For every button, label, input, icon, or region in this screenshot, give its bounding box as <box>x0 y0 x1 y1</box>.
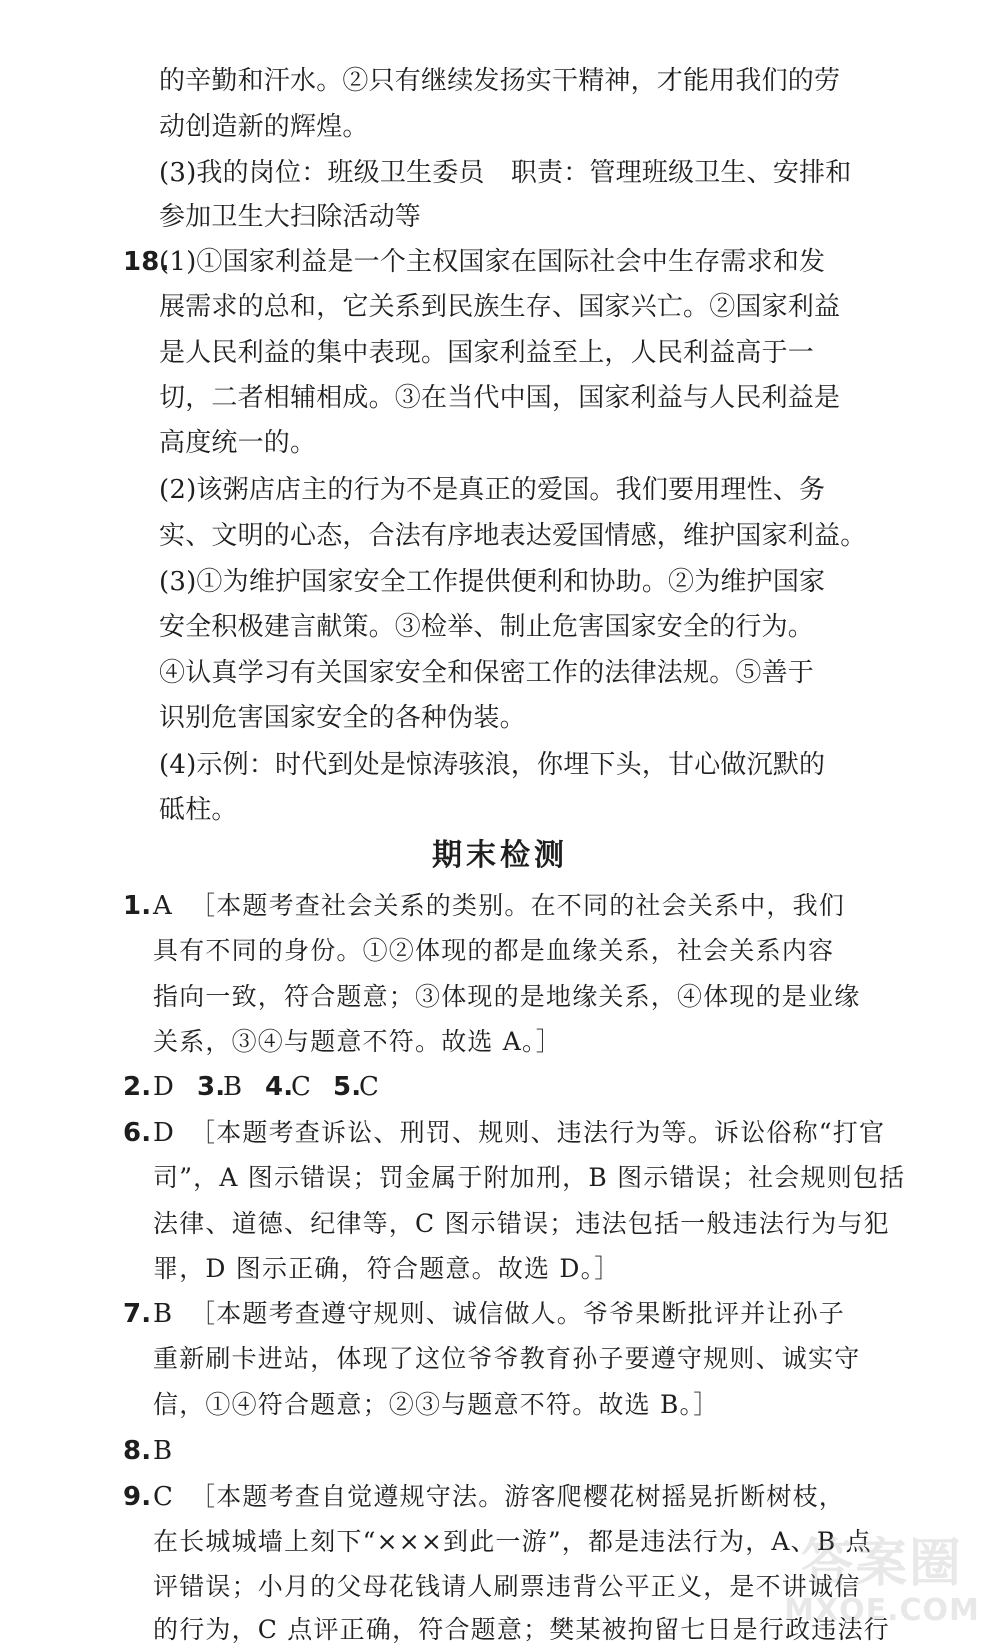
text-line: 的辛勤和汗水。②只有继续发扬实干精神，才能用我们的劳 <box>159 66 841 96</box>
text-line: 砥柱。 <box>159 795 238 825</box>
answer-choice: B <box>153 1299 173 1329</box>
explanation-line: 重新刷卡进站，体现了这位爷爷教育孙子要遵守规则、诚实守 <box>153 1344 861 1373</box>
question-number: 18. <box>123 247 170 277</box>
text-line: 参加卫生大扫除活动等 <box>159 202 422 232</box>
text-line: 是人民利益的集中表现。国家利益至上，人民利益高于一 <box>159 338 815 368</box>
answer-choice: A <box>153 891 172 921</box>
answer-choice: B <box>153 1436 173 1466</box>
question-number: 8. <box>123 1436 152 1466</box>
explanation-line: 评错误；小月的父母花钱请人刷票违背公平正义，是不讲诚信 <box>153 1572 861 1601</box>
explanation-line: 司”，A 图示错误；罚金属于附加刑，B 图示错误；社会规则包括 <box>153 1163 906 1192</box>
explanation-line: 的行为，C 点评正确，符合题意；樊某被拘留七日是行政违法行 <box>153 1615 890 1644</box>
text-line: (2)该粥店店主的行为不是真正的爱国。我们要用理性、务 <box>159 475 826 505</box>
text-line: 展需求的总和，它关系到民族生存、国家兴亡。②国家利益 <box>159 292 841 322</box>
explanation-line: 关系，③④与题意不符。故选 A。］ <box>153 1027 562 1056</box>
answer-choice: D <box>153 1072 175 1102</box>
text-line: 切，二者相辅相成。③在当代中国，国家利益与人民利益是 <box>159 383 841 413</box>
question-number: 1. <box>123 891 152 921</box>
explanation-line: 具有不同的身份。①②体现的都是血缘关系，社会关系内容 <box>153 936 835 965</box>
explanation-line: 在长城城墙上刻下“×××到此一游”，都是违法行为，A、B 点 <box>153 1527 872 1556</box>
explanation-line: ［本题考查诉讼、刑罚、规则、违法行为等。诉讼俗称“打官 <box>190 1118 886 1147</box>
question-number: 6. <box>123 1118 152 1148</box>
answer-choice: B <box>223 1072 243 1102</box>
section-title: 期末检测 <box>432 838 568 873</box>
text-line: (1)①国家利益是一个主权国家在国际社会中生存需求和发 <box>159 247 826 277</box>
text-line: 实、文明的心态，合法有序地表达爱国情感，维护国家利益。 <box>159 521 867 551</box>
text-line: 高度统一的。 <box>159 428 317 458</box>
explanation-line: 罪，D 图示正确，符合题意。故选 D。］ <box>153 1254 621 1283</box>
watermark-url: MXQE.COM <box>784 1593 980 1628</box>
text-line: 识别危害国家安全的各种伪装。 <box>159 703 526 733</box>
explanation-line: 信，①④符合题意；②③与题意不符。故选 B。］ <box>153 1390 720 1419</box>
text-line: ④认真学习有关国家安全和保密工作的法律法规。⑤善于 <box>159 658 815 688</box>
question-number: 9. <box>123 1482 152 1512</box>
question-number: 7. <box>123 1299 152 1329</box>
text-line: (3)我的岗位：班级卫生委员 职责：管理班级卫生、安排和 <box>159 158 852 188</box>
answer-choice: D <box>153 1118 175 1148</box>
text-line: 动创造新的辉煌。 <box>159 112 369 142</box>
explanation-line: ［本题考查自觉遵规守法。游客爬樱花树摇晃折断树枝， <box>190 1482 846 1511</box>
question-number: 4. <box>265 1072 294 1102</box>
answer-choice: C <box>153 1482 174 1512</box>
explanation-line: 法律、道德、纪律等，C 图示错误；违法包括一般违法行为与犯 <box>153 1209 890 1238</box>
explanation-line: ［本题考查遵守规则、诚信做人。爷爷果断批评并让孙子 <box>190 1299 846 1328</box>
text-line: (3)①为维护国家安全工作提供便利和协助。②为维护国家 <box>159 567 826 597</box>
answer-choice: C <box>359 1072 380 1102</box>
watermark-logo <box>782 1521 982 1641</box>
question-number: 5. <box>333 1072 362 1102</box>
explanation-line: ［本题考查社会关系的类别。在不同的社会关系中，我们 <box>190 891 846 920</box>
text-line: 安全积极建言献策。③检举、制止危害国家安全的行为。 <box>159 612 815 642</box>
text-line: (4)示例：时代到处是惊涛骇浪，你埋下头，甘心做沉默的 <box>159 750 826 780</box>
watermark-text: 答案圈 <box>800 1534 963 1594</box>
answer-choice: C <box>291 1072 312 1102</box>
question-number: 3. <box>197 1072 226 1102</box>
question-number: 2. <box>123 1072 152 1102</box>
explanation-line: 指向一致，符合题意；③体现的是地缘关系，④体现的是业缘 <box>153 982 861 1011</box>
